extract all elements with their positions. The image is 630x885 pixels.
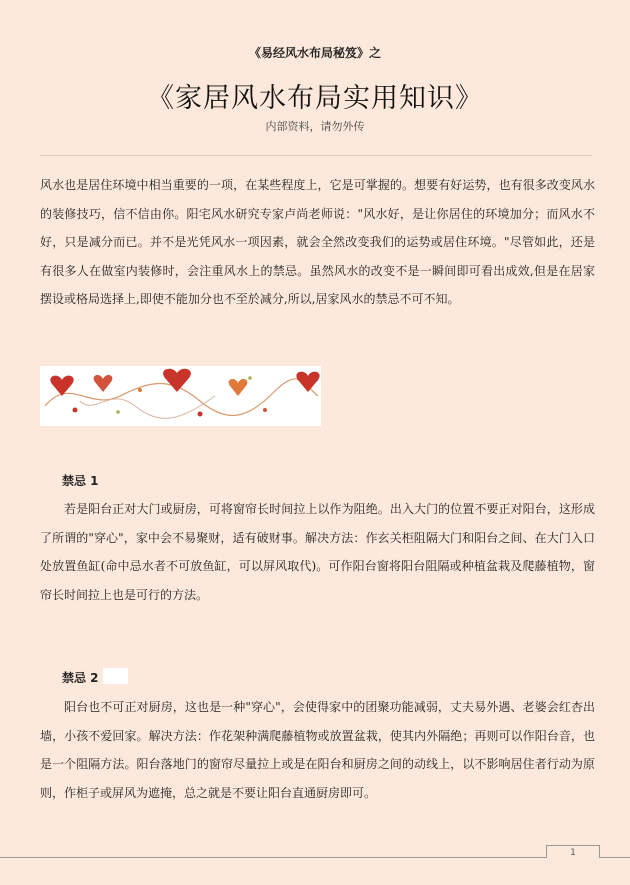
intro-paragraph: 风水也是居住环境中相当重要的一项，在某些程度上，它是可掌握的。想要有好运势，也有很多改变风水的装修技巧，信不信由你。阳宅风水研究专家卢尚老师说："风水好，是让你居住的环境加分；而风水不好，只是减分而已。并不是光凭风水一项因素，就会全然改变我们的运势或居住环境。"尽管如此，还是有很多人在做室内装修时，会注重风水上的禁忌。虽然风水的改变不是一瞬间即可看出成效,但是在居家摆设或格局选择上,即使不能加分也不至於减分,所以,居家风水的禁忌不可不知。 — [40, 178, 595, 306]
section-heading-1: 禁忌 1 — [62, 474, 99, 488]
confidential-note: 内部资料，请勿外传 — [265, 120, 365, 133]
heart-vine-illustration — [40, 366, 321, 426]
header-divider — [40, 155, 592, 156]
page-number: 1 — [546, 845, 600, 858]
main-title: 《家居风水布局实用知识》 — [147, 83, 483, 114]
series-title: 《易经风水布局秘笈》之 — [248, 46, 381, 60]
section-heading-2: 禁忌 2 — [62, 671, 99, 685]
white-patch — [103, 668, 128, 684]
footer-line — [0, 857, 630, 858]
section-paragraph-1: 若是阳台正对大门或厨房，可将窗帘长时间拉上以作为阻绝。出入大门的位置不要正对阳台，这形成了所谓的"穿心"，家中会不易聚财，适有破财事。解决方法：作玄关柜阻隔大门和阳台之间、在大门入口处放置鱼缸(命中忌水者不可放鱼缸，可以屏风取代)。可作阳台窗将阳台阻隔或种植盆栽及爬藤植物，窗帘长时间拉上也是可行的方法。 — [40, 502, 595, 602]
section-paragraph-2: 阳台也不可正对厨房，这也是一种"穿心"，会使得家中的团聚功能减弱，丈夫易外遇、老婆会红杏出墙，小孩不爱回家。解决方法：作花架种满爬藤植物或放置盆栽，使其内外隔绝；再则可以作阳台音，也是一个阻隔方法。阳台落地门的窗帘尽量拉上或是在阳台和厨房之间的动线上，以不影响居住者行动为原则，作柜子或屏风为遮掩，总之就是不要让阳台直通厨房即可。 — [40, 700, 595, 800]
heart-vine-banner-image — [40, 366, 321, 426]
